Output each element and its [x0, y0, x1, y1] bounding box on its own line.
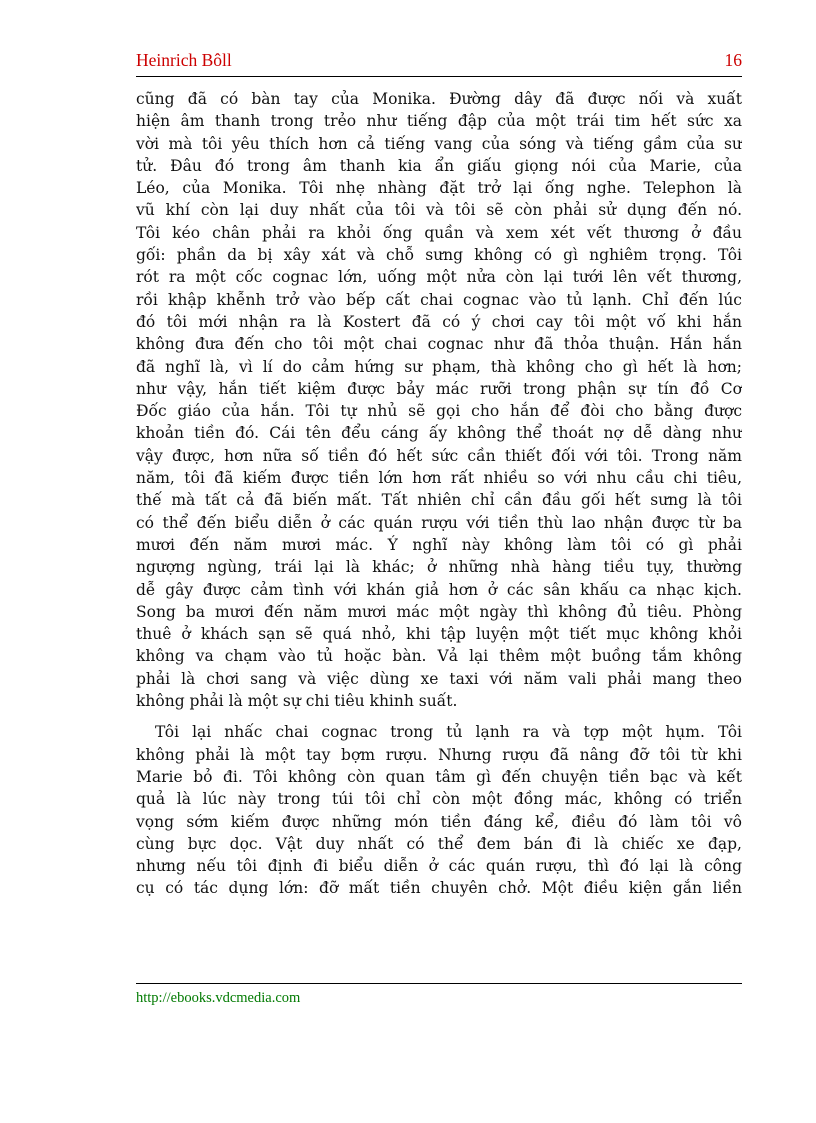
text-line: cụ có tác dụng lớn: đỡ mất tiền chuyên chở. Một điều kiện gắn liền — [136, 879, 742, 898]
text-line: cùng bực dọc. Vật duy nhất có thể đem bán đi là chiếc xe đạp, — [136, 834, 742, 853]
text-line: quả là lúc này trong túi tôi chỉ còn một đồng mác, không có triển — [136, 790, 742, 809]
text-line: tử. Đâu đó trong âm thanh kia ẩn giấu giọng nói của Marie, của — [136, 156, 742, 175]
paragraph-gap — [136, 712, 742, 721]
text-line: cũng đã có bàn tay của Monika. Đường dây đã được nối và xuất — [136, 90, 742, 108]
text-line: như vậy, hắn tiết kiệm được bảy mác rưỡi trong phận sự tín đồ Cơ — [136, 379, 742, 398]
text-line: Tôi lại nhấc chai cognac trong tủ lạnh ra và tợp một hụm. Tôi — [155, 723, 742, 742]
text-line: có thể đến biểu diễn ở các quán rượu với tiền thù lao nhận được từ ba — [136, 513, 742, 532]
text-line: vậy được, hơn nữa số tiền đó hết sức cần thiết đối với tôi. Trong năm — [136, 446, 742, 465]
text-line: khoản tiền đó. Cái tên đểu cáng ấy không thể thoát nợ dễ dàng như — [136, 424, 742, 443]
footer-rule — [136, 983, 742, 984]
text-line: rồi khập khễnh trở vào bếp cất chai cognac vào tủ lạnh. Chỉ đến lúc — [136, 290, 742, 309]
text-line: không phải là một tay bợm rượu. Nhưng rượu đã nâng đỡ tôi từ khi — [136, 745, 742, 764]
text-line: không đưa đến cho tôi một chai cognac như đã thỏa thuận. Hắn hắn — [136, 335, 742, 354]
text-line: vời mà tôi yêu thích hơn cả tiếng vang của sóng và tiếng gầm của sư — [136, 134, 742, 153]
running-header — [136, 50, 742, 74]
footer-link[interactable]: http://ebooks.vdcmedia.com — [136, 990, 301, 1006]
text-line: Song ba mươi đến năm mươi mác một ngày thì không đủ tiêu. Phòng — [136, 602, 742, 621]
text-line: gối: phần da bị xây xát và chỗ sưng không có gì nghiêm trọng. Tôi — [136, 246, 742, 265]
text-line: không va chạm vào tủ hoặc bàn. Vả lại thêm một buồng tắm không — [136, 647, 742, 666]
text-line: đó tôi mới nhận ra là Kostert đã có ý chơi cay tôi một vố khi hắn — [136, 312, 742, 331]
text-line: vọng sớm kiếm được những món tiền đáng kể, điều đó làm tôi vô — [136, 812, 742, 831]
text-line: vũ khí còn lại duy nhất của tôi và tôi sẽ còn phải sử dụng đến nó. — [136, 201, 742, 220]
text-line: không phải là một sự chi tiêu khinh suất. — [136, 692, 458, 711]
text-line: phải là chơi sang và việc dùng xe taxi với năm vali phải mang theo — [136, 669, 742, 688]
text-line: thế mà tất cả đã biến mất. Tất nhiên chỉ cần đầu gối hết sưng là tôi — [136, 491, 742, 510]
page-body — [136, 88, 742, 968]
header-page-number: 16 — [724, 50, 742, 70]
text-line: mươi đến năm mươi mác. Ý nghĩ này không làm tôi có gì phải — [136, 535, 742, 554]
text-line: rót ra một cốc cognac lớn, uống một nửa còn lại tưới lên vết thương, — [136, 268, 742, 287]
text-line: năm, tôi đã kiếm được tiền lớn hơn rất nhiều so với nhu cầu chi tiêu, — [136, 469, 742, 488]
text-line: Đốc giáo của hắn. Tôi tự nhủ sẽ gọi cho hắn để đòi cho bằng được — [136, 402, 742, 421]
text-line: ngượng ngùng, trái lại là khác; ở những nhà hàng tiều tụy, thường — [136, 558, 742, 577]
paragraph-1 — [136, 88, 742, 712]
text-line: Léo, của Monika. Tôi nhẹ nhàng đặt trở lại ống nghe. Telephon là — [136, 179, 742, 198]
text-line: nhưng nếu tôi định đi biểu diễn ở các quán rượu, thì đó lại là công — [136, 857, 742, 876]
text-line: Marie bỏ đi. Tôi không còn quan tâm gì đến chuyện tiền bạc và kết — [136, 767, 742, 786]
header-author: Heinrich Bôll — [136, 50, 232, 70]
paragraph-2 — [136, 721, 742, 899]
text-line: Tôi kéo chân phải ra khỏi ống quần và xem xét vết thương ở đầu — [136, 223, 742, 242]
text-line: hiện âm thanh trong trẻo như tiếng đập của một trái tim hết sức xa — [136, 112, 742, 131]
text-line: đã nghĩ là, vì lí do cảm hứng sư phạm, thà không cho gì hết là hơn; — [136, 357, 742, 376]
text-line: dễ gây được cảm tình với khán giả hơn ở các sân khấu ca nhạc kịch. — [136, 580, 742, 599]
text-line: thuê ở khách sạn sẽ quá nhỏ, khi tập luyện một tiết mục không khỏi — [136, 625, 742, 644]
header-rule — [136, 76, 742, 77]
